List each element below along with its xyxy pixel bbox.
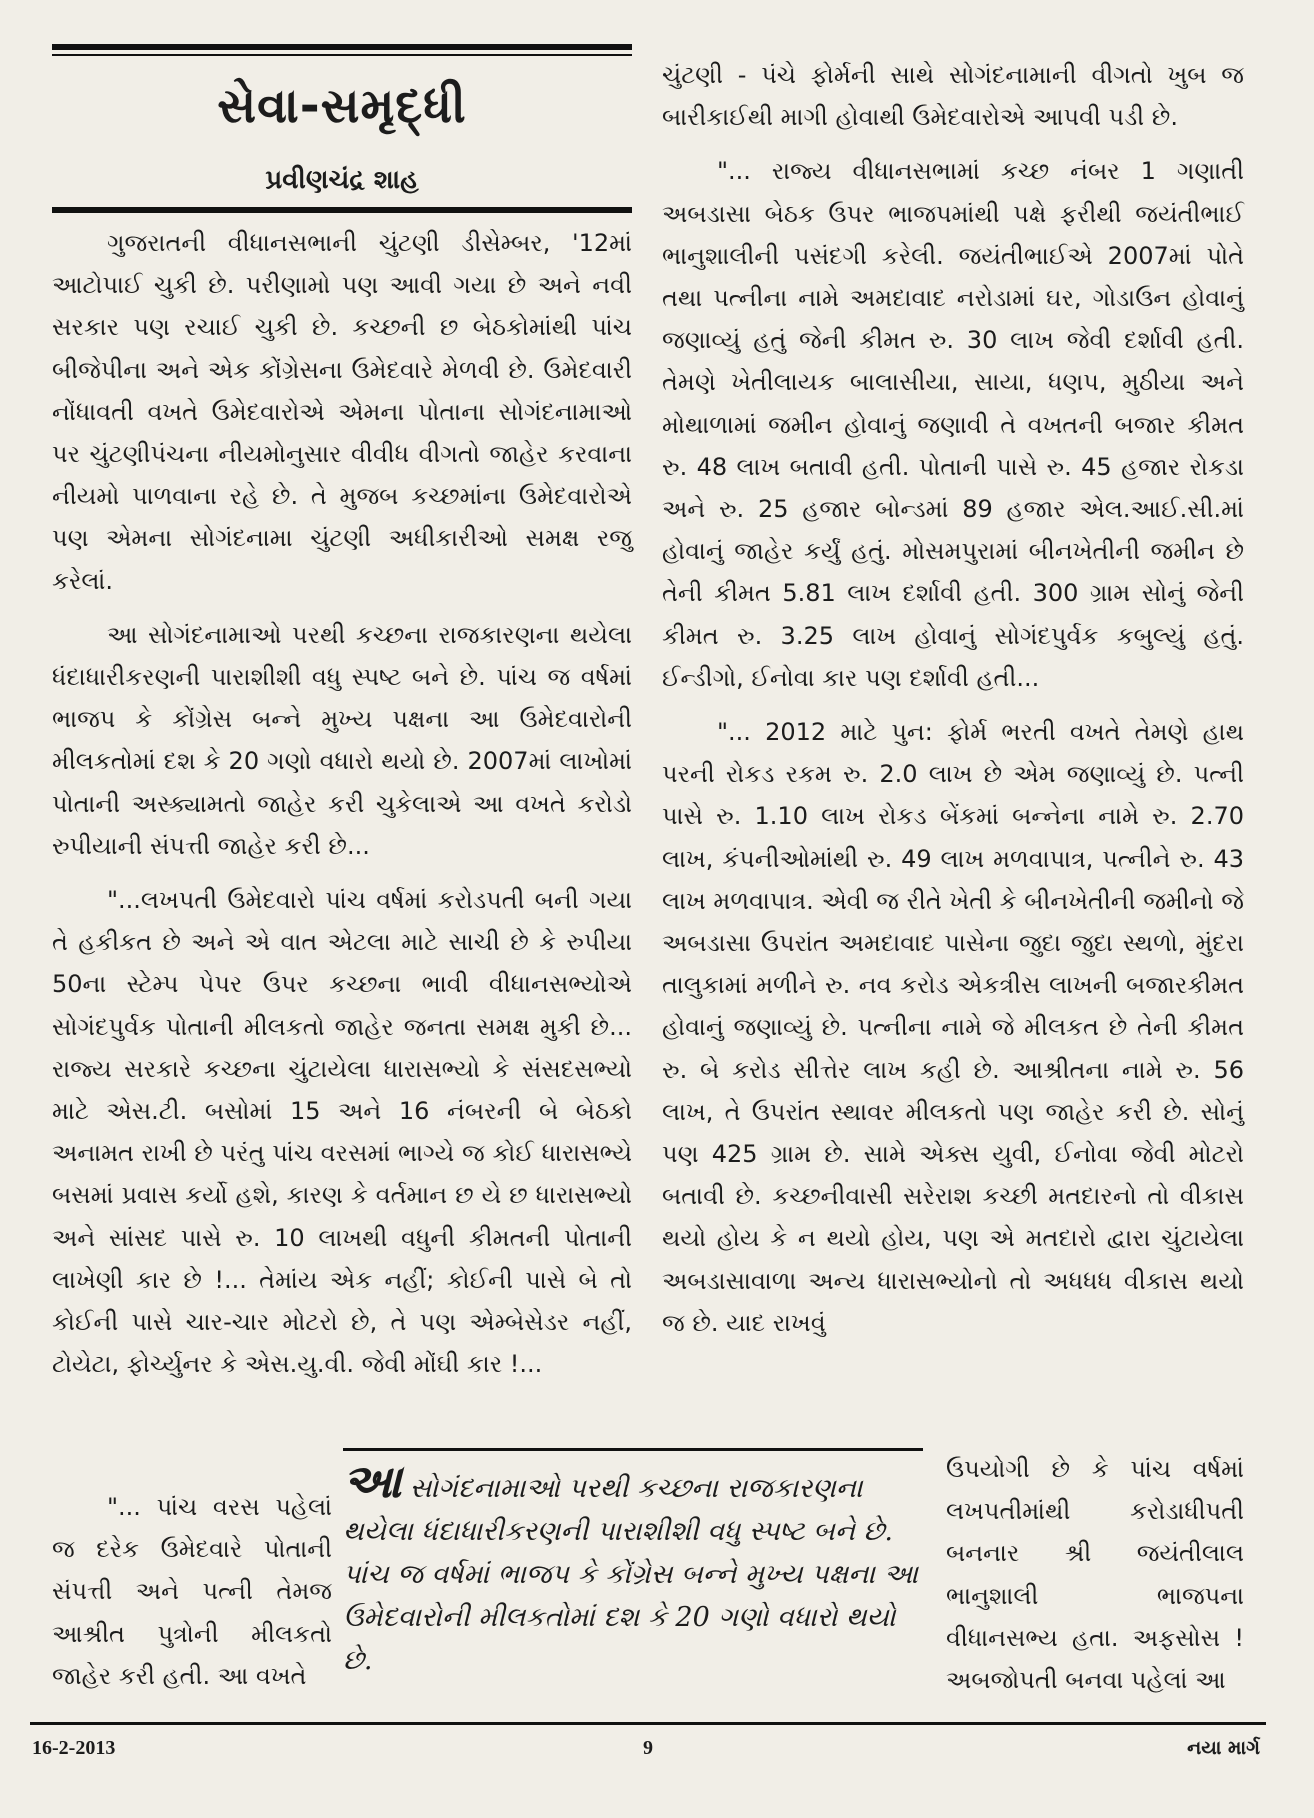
paragraph: "... રાજ્ય વીધાનસભામાં કચ્છ નંબર 1 ગણાતી અબડાસા બેઠક ઉપર ભાજપમાંથી પક્ષે ફરીથી જયંતીભાઈ ભાનુશાલીની પસંદગી કરેલી. જયંતીભાઈએ 2007માં પોતે તથા પત્નીના નામે અમદાવાદ નરોડામાં ઘર, ગોડાઉન હોવાનું જણાવ્યું હતું જેની કીમત રુ. 30 લાખ જેવી દર્શાવી હતી. તેમણે ખેતીલાયક બાલાસીયા, સાયા, ધણપ, મુઠીયા અને મોથાળામાં જમીન હોવાનું જણાવી તે વખતની બજાર કીમત રુ. 48 લાખ બતાવી હતી. પોતાની પાસે રુ. 45 હજાર રોકડા અને રુ. 25 હજાર બોન્ડમાં 89 હજાર એલ.આઈ.સી.માં હોવાનું જાહેર કર્યું હતું. મોસમપુરામાં બીનખેતીની જમીન છે તેની કીમત 5.81 લાખ દર્શાવી હતી. 300 ગ્રામ સોનું જેની કીમત રુ. 3.25 લાખ હોવાનું સોગંદપુર્વક કબુલ્યું હતું. ઈન્ડીગો, ઈનોવા કાર પણ દર્શાવી હતી... [662, 157, 1244, 692]
pull-quote-text: સોગંદનામાઓ પરથી કચ્છના રાજકારણના થયેલા ધંદાધારીકરણની પારાશીશી વધુ સ્પષ્ટ બને છે. પાંચ જ વર્ષમાં ભાજપ કે કોંગ્રેસ બન્ને મુખ્ય પક્ષના આ ઉમેદવારોની મીલકતોમાં દશ કે 20 ગણો વધારો થયો છે. [343, 1473, 918, 1676]
paragraph: "... પાંચ વરસ પહેલાં જ દરેક ઉમેદવારે પોતાની સંપત્તી અને પત્ની તેમજ આશ્રીત પુત્રોની મીલકતો જાહેર કરી હતી. આ વખતે [52, 1493, 332, 1690]
author-byline: પ્રવીણચંદ્ર શાહ [265, 165, 419, 195]
issue-date: 16-2-2013 [32, 1737, 116, 1759]
paragraph: ચુંટણી - પંચે ફોર્મની સાથે સોગંદનામાની વીગતો ખુબ જ બારીકાઈથી માગી હોવાથી ઉમેદવારોએ આપવી પડી છે. [662, 61, 1244, 132]
header-top-thin-rule [52, 54, 632, 56]
pull-quote-lead: આ [343, 1454, 402, 1508]
column-title: સેવા-સમૃદ્ધી [217, 78, 467, 134]
publication-name: નયા માર્ગ [1187, 1737, 1260, 1759]
right-column-tail [946, 1448, 1244, 1701]
paragraph: ગુજરાતની વીધાનસભાની ચુંટણી ડીસેમ્બર, '12માં આટોપાઈ ચુકી છે. પરીણામો પણ આવી ગયા છે અને નવી સરકાર પણ રચાઈ ચુકી છે. કચ્છની છ બેઠકોમાંથી પાંચ બીજેપીના અને એક કોંગ્રેસના ઉમેદવારે મેળવી છે. ઉમેદવારી નોંધાવતી વખતે ઉમેદવારોએ એમના પોતાના સોગંદનામાઓ પર ચુંટણીપંચના નીયમોનુસાર વીવીધ વીગતો જાહેર કરવાના નીયમો પાળવાના રહે છે. તે મુજબ કચ્છમાંના ઉમેદવારોએ પણ એમના સોગંદનામા ચુંટણી અધીકારીઓ સમક્ષ રજુ કરેલાં. [52, 229, 632, 595]
header-bottom-rule [52, 207, 632, 213]
paragraph: આ સોગંદનામાઓ પરથી કચ્છના રાજકારણના થયેલા ધંદાધારીકરણની પારાશીશી વધુ સ્પષ્ટ બને છે. પાંચ જ વર્ષમાં ભાજપ કે કોંગ્રેસ બન્ને મુખ્ય પક્ષના આ ઉમેદવારોની મીલકતોમાં દશ કે 20 ગણો વધારો થયો છે. 2007માં લાખોમાં પોતાની અસ્ક્યામતો જાહેર કરી ચુકેલાએ આ વખતે કરોડો રુપીયાની સંપત્તી જાહેર કરી છે... [52, 620, 632, 860]
header-top-rule [52, 44, 632, 50]
footer-rule [30, 1722, 1266, 1725]
pull-quote [343, 1454, 923, 1682]
page-number: 9 [643, 1737, 653, 1759]
pull-quote-top-rule [343, 1448, 923, 1451]
left-column-tail [52, 1486, 332, 1697]
left-column [52, 222, 632, 1385]
paragraph: ઉપયોગી છે કે પાંચ વર્ષમાં લખપતીમાંથી કરોડાધીપતી બનનાર શ્રી જયંતીલાલ ભાનુશાલી ભાજપના વીધાનસભ્ય હતા. અફસોસ ! અબજોપતી બનવા પહેલાં આ [946, 1455, 1244, 1695]
paragraph: "... 2012 માટે પુન: ફોર્મ ભરતી વખતે તેમણે હાથ પરની રોકડ રકમ રુ. 2.0 લાખ છે એમ જણાવ્યું છે. પત્ની પાસે રુ. 1.10 લાખ રોકડ બેંકમાં બન્નેના નામે રુ. 2.70 લાખ, કંપનીઓમાંથી રુ. 49 લાખ મળવાપાત્ર, પત્નીને રુ. 43 લાખ મળવાપાત્ર. એવી જ રીતે ખેતી કે બીનખેતીની જમીનો જે અબડાસા ઉપરાંત અમદાવાદ પાસેના જુદા જુદા સ્થળો, મુંદરા તાલુકામાં મળીને રુ. નવ કરોડ એકત્રીસ લાખની બજારકીમત હોવાનું જણાવ્યું છે. પત્નીના નામે જે મીલકત છે તેની કીમત રુ. બે કરોડ સીત્તેર લાખ કહી છે. આશ્રીતના નામે રુ. 56 લાખ, તે ઉપરાંત સ્થાવર મીલકતો પણ જાહેર કરી છે. સોનું પણ 425 ગ્રામ છે. સામે એક્સ યુવી, ઈનોવા જેવી મોટરો બતાવી છે. કચ્છનીવાસી સરેરાશ કચ્છી મતદારનો તો વીકાસ થયો હોય કે ન થયો હોય, પણ એ મતદારો દ્વારા ચુંટાયેલા અબડાસાવાળા અન્ય ધારાસભ્યોનો તો અધધધ વીકાસ થયો જ છે. યાદ રાખવું [662, 718, 1244, 1337]
paragraph: "...લખપતી ઉમેદવારો પાંચ વર્ષમાં કરોડપતી બની ગયા તે હકીકત છે અને એ વાત એટલા માટે સાચી છે કે રુપીયા 50ના સ્ટેમ્પ પેપર ઉપર કચ્છના ભાવી વીધાનસભ્યોએ સોગંદપુર્વક પોતાની મીલકતો જાહેર જનતા સમક્ષ મુકી છે... રાજ્ય સરકારે કચ્છના ચુંટાયેલા ધારાસભ્યો કે સંસદસભ્યો માટે એસ.ટી. બસોમાં 15 અને 16 નંબરની બે બેઠકો અનામત રાખી છે પરંતુ પાંચ વરસમાં ભાગ્યે જ કોઈ ધારાસભ્યે બસમાં પ્રવાસ કર્યો હશે, કારણ કે વર્તમાન છ યે છ ધારાસભ્યો અને સાંસદ પાસે રુ. 10 લાખથી વધુની કીમતની પોતાની લાખેણી કાર છે !... તેમાંય એક નહીં; કોઈની પાસે બે તો કોઈની પાસે ચાર-ચાર મોટરો છે, તે પણ એમ્બેસેડર નહીં, ટોયેટા, ફોર્ચ્યુનર કે એસ.યુ.વી. જેવી મોંઘી કાર !... [52, 886, 632, 1379]
right-column [662, 54, 1244, 1344]
